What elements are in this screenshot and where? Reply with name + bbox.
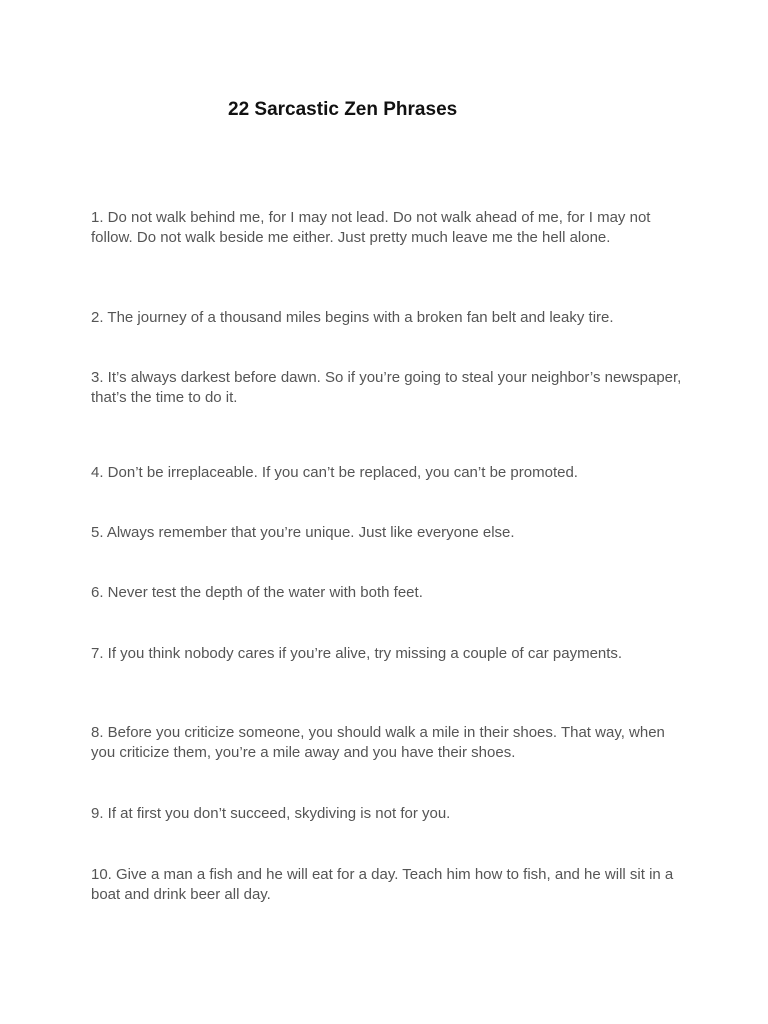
phrase-10: 10. Give a man a fish and he will eat for a day. Teach him how to fish, and he will sit in a boat and drink beer all day.: [91, 866, 674, 903]
phrase-7: 7. If you think nobody cares if you’re alive, try missing a couple of car payments.: [91, 645, 623, 662]
phrase-5: 5. Always remember that you’re unique. Just like everyone else.: [91, 524, 515, 541]
phrase-1: 1. Do not walk behind me, for I may not lead. Do not walk ahead of me, for I may not follow. Do not walk beside me either. Just pretty much leave me the hell alone.: [91, 209, 651, 246]
phrase-8: 8. Before you criticize someone, you should walk a mile in their shoes. That way, when you criticize them, you’re a mile away and you have their shoes.: [91, 724, 665, 761]
phrase-2: 2. The journey of a thousand miles begins with a broken fan belt and leaky tire.: [91, 309, 614, 326]
phrase-6: 6. Never test the depth of the water with both feet.: [91, 584, 423, 601]
phrase-3: 3. It’s always darkest before dawn. So if you’re going to steal your neighbor’s newspaper, that’s the time to do it.: [91, 369, 682, 406]
phrase-4: 4. Don’t be irreplaceable. If you can’t be replaced, you can’t be promoted.: [91, 464, 578, 481]
document-title: 22 Sarcastic Zen Phrases: [228, 99, 458, 120]
phrase-9: 9. If at first you don’t succeed, skydiving is not for you.: [91, 805, 451, 822]
